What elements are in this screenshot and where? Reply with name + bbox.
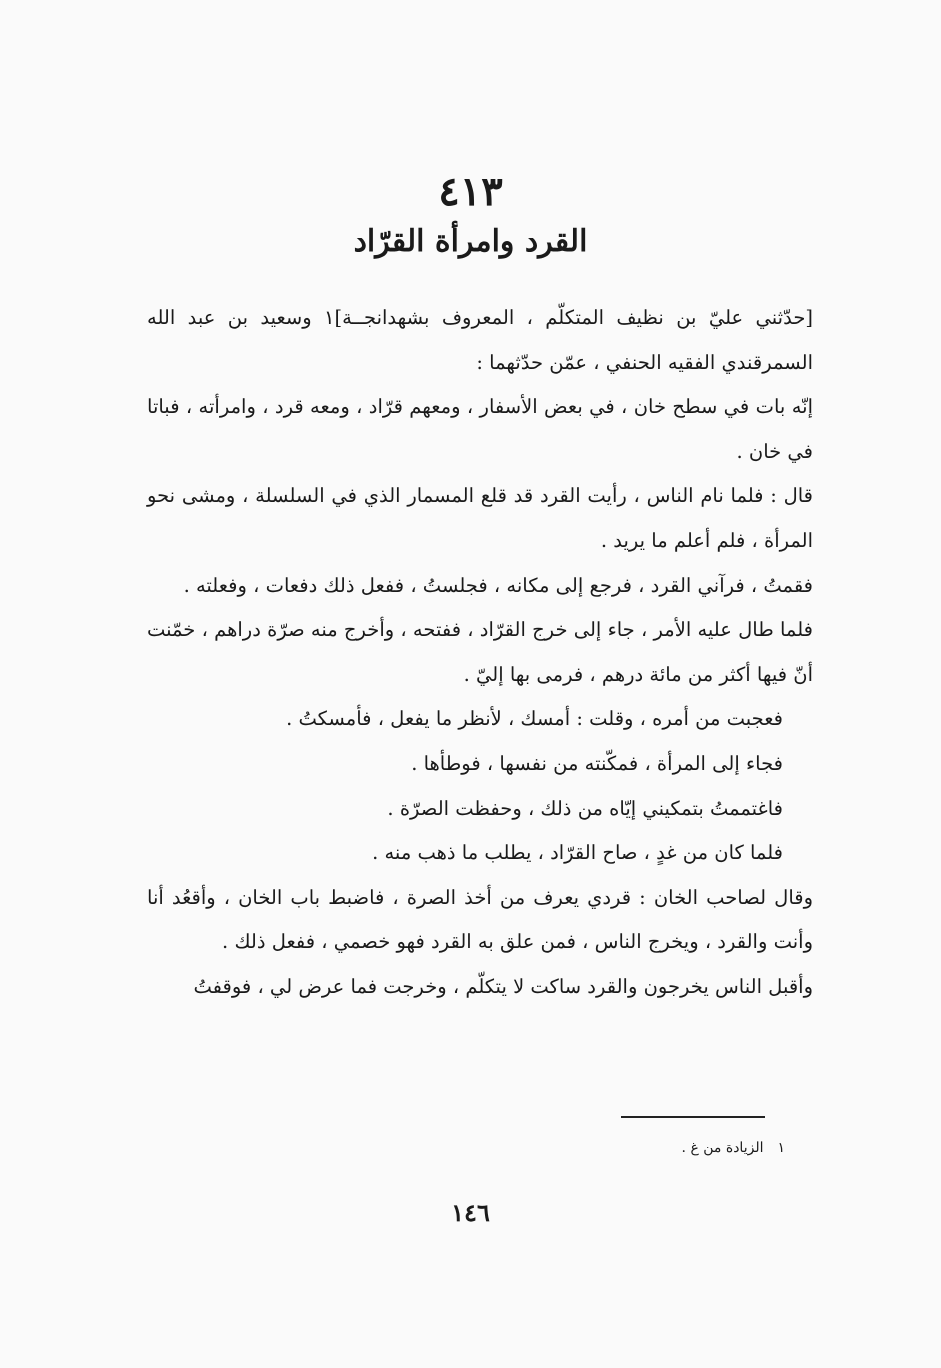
paragraph: إنّه بات في سطح خان ، في بعض الأسفار ، ومعهم قرّاد ، ومعه قرد ، وامرأته ، فباتا في خان . (147, 395, 813, 463)
paragraph: قال : فلما نام الناس ، رأيت القرد قد قلع المسمار الذي في السلسلة ، ومشى نحو المرأة ، فلم أعلم ما يريد . (147, 484, 813, 552)
paragraph: فاغتممتُ بتمكيني إيّاه من ذلك ، وحفظت الصرّة . (387, 796, 783, 820)
paragraph: وقال لصاحب الخان : قردي يعرف من أخذ الصرة ، فاضبط باب الخان ، وأقعُد أنا وأنت والقرد ، ويخرج الناس ، فمن علق به القرد فهو خصمي ، ففعل ذلك . (147, 885, 813, 954)
paragraph: [حدّثني عليّ بن نظيف المتكلّم ، المعروف بشهدانجــة]١ وسعيد بن عبد الله السمرقندي الفقيه الحنفي ، عمّن حدّثهما : (147, 306, 813, 374)
footnote-number: ١ (777, 1140, 785, 1156)
story-title: القرد وامرأة القرّاد (353, 224, 588, 259)
paragraph: فجاء إلى المرأة ، فمكّنته من نفسها ، فوطأها . (411, 751, 783, 775)
paragraph: فعجبت من أمره ، وقلت : أمسك ، لأنظر ما يفعل ، فأمسكتُ . (286, 707, 783, 731)
paragraph: فقمتُ ، فرآني القرد ، فرجع إلى مكانه ، فجلستُ ، ففعل ذلك دفعات ، وفعلته . (183, 573, 813, 597)
footnote-text: الزيادة من غ . (681, 1140, 764, 1156)
footnote-divider (621, 1116, 765, 1118)
story-number: ٤١٣ (438, 168, 503, 215)
paragraph: وأقبل الناس يخرجون والقرد ساكت لا يتكلّم ، وخرجت فما عرض لي ، فوقفتُ (193, 974, 813, 998)
paragraph: فلما كان من غدٍ ، صاح القرّاد ، يطلب ما ذهب منه . (372, 841, 783, 865)
page-number: ١٤٦ (451, 1198, 490, 1227)
story-body (147, 296, 813, 1010)
footnote (682, 1140, 785, 1156)
paragraph: فلما طال عليه الأمر ، جاء إلى خرج القرّاد ، ففتحه ، وأخرج منه صرّة دراهم ، خمّنت أنّ فيها أكثر من مائة درهم ، فرمى بها إليّ . (147, 618, 813, 686)
